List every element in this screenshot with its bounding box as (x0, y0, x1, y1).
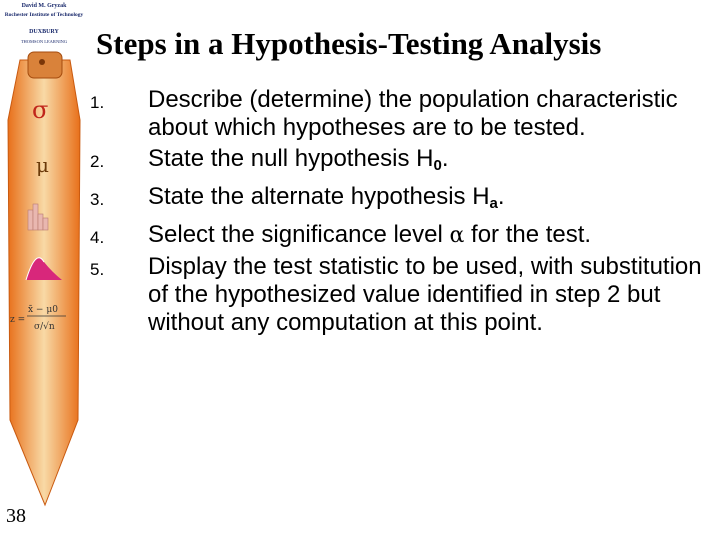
step-text: State the alternate hypothesis H (148, 183, 490, 210)
step-text: State the null hypothesis H (148, 145, 434, 172)
step-text: Describe (determine) the population characteristic about which hypotheses are to be tested. (148, 86, 678, 141)
step-text-end: . (441, 145, 449, 172)
step-2 (86, 145, 706, 180)
tie-icon (0, 0, 90, 510)
step-number: 4. (90, 228, 105, 247)
svg-text:x̄ − μ0: x̄ − μ0 (28, 305, 58, 315)
step-5 (86, 253, 706, 337)
step-number: 1. (90, 93, 105, 112)
logo-line-4: THOMSON LEARNING (20, 39, 68, 44)
step-text-end: for the test. (464, 221, 592, 248)
subscript: 0 (433, 157, 442, 174)
sigma-icon: σ (32, 96, 49, 124)
logo-line-1: David M. Gryzak (21, 3, 67, 9)
page-number: 38 (6, 505, 26, 527)
svg-text:z =: z = (10, 315, 26, 325)
slide-title: Steps in a Hypothesis-Testing Analysis (96, 26, 602, 61)
alpha-symbol: α (449, 223, 465, 248)
step-number: 2. (90, 152, 105, 171)
step-4 (86, 221, 706, 250)
subscript: a (489, 195, 498, 212)
logo-line-2: Rochester Institute of Technology (4, 12, 84, 18)
step-number: 5. (90, 260, 105, 279)
step-text: Display the test statistic to be used, with substitution of the hypothesized value identified in step 2 but without any computation at this point. (148, 253, 702, 336)
steps-list (86, 86, 706, 340)
step-text: Select the significance level (148, 221, 450, 248)
logo-line-3: DUXBURY (29, 29, 59, 35)
step-1 (86, 86, 706, 142)
mu-icon: μ (36, 153, 49, 177)
publisher-logo (4, 2, 84, 46)
svg-text:σ/√n: σ/√n (34, 322, 55, 332)
step-text-end: . (497, 183, 505, 210)
step-number: 3. (90, 190, 105, 209)
tie-graphic (0, 0, 90, 510)
step-3 (86, 183, 706, 218)
